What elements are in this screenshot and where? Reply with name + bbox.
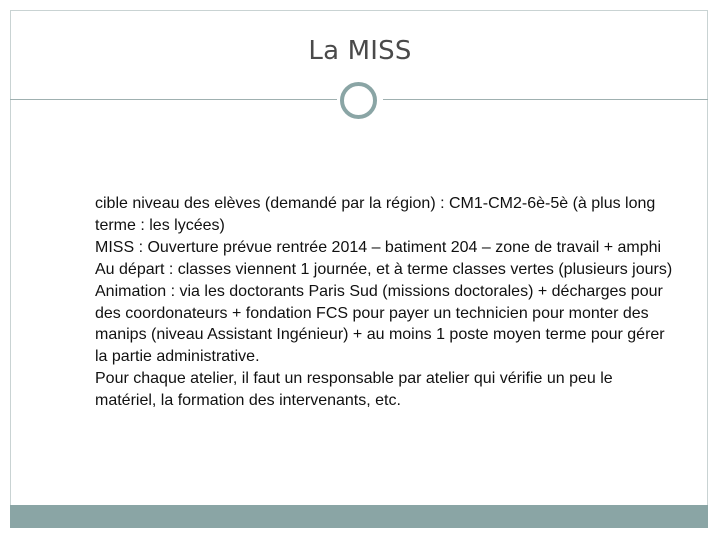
footer-accent-bar [10,505,708,528]
slide-body [95,193,675,412]
body-paragraph-animation: Animation : via les doctorants Paris Sud (missions doctorales) + décharges pour des coordonateurs + fondation FCS pour payer un technicien pour monter des manips (niveau Assistant Ingénieur) + au moins 1 poste moyen terme pour gérer la partie administrative. [95,282,665,366]
slide-title: La MISS [308,36,412,66]
title-divider-left [10,99,337,100]
divider-circle-ornament [340,82,377,119]
body-paragraph-workshop: Pour chaque atelier, il faut un responsable par atelier qui vérifie un peu le matériel, la formation des intervenants, etc. [95,370,613,410]
body-paragraph-opening: MISS : Ouverture prévue rentrée 2014 – batiment 204 – zone de travail + amphi [95,238,662,256]
body-paragraph-target-level: cible niveau des elèves (demandé par la région) : CM1-CM2-6è-5è (à plus long terme : les lycées) [95,195,656,234]
title-divider-right [383,99,708,100]
body-paragraph-classes: Au départ : classes viennent 1 journée, et à terme classes vertes (plusieurs jours) [95,260,673,278]
